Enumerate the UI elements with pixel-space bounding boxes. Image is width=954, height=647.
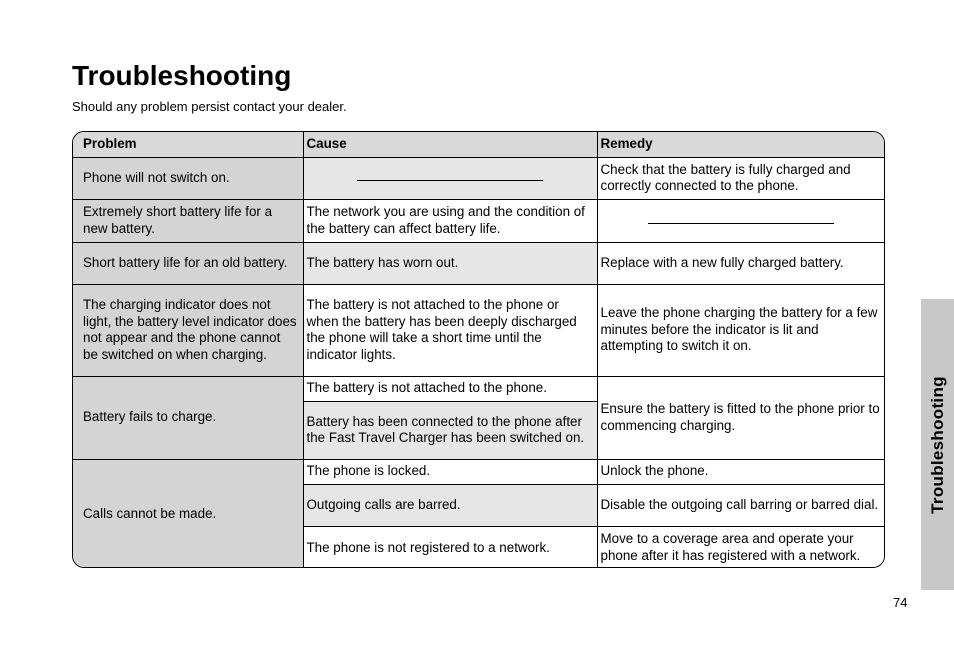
- side-tab-label: Troubleshooting: [927, 375, 947, 514]
- header-remedy: Remedy: [597, 132, 885, 157]
- table-row: [73, 459, 885, 484]
- cause-cell: The phone is locked.: [303, 459, 597, 484]
- dash-placeholder: [357, 180, 543, 181]
- remedy-cell-empty: [597, 199, 885, 242]
- cause-cell-empty: [303, 157, 597, 199]
- dash-placeholder: [648, 223, 834, 224]
- problem-cell: Extremely short battery life for a new battery.: [73, 199, 303, 242]
- remedy-cell: Check that the battery is fully charged and correctly connected to the phone.: [597, 157, 885, 199]
- remedy-cell: Unlock the phone.: [597, 459, 885, 484]
- header-problem: Problem: [73, 132, 303, 157]
- cause-cell: The phone is not registered to a network.: [303, 526, 597, 568]
- cause-cell: The network you are using and the condition of the battery can affect battery life.: [303, 199, 597, 242]
- problem-cell: Short battery life for an old battery.: [73, 242, 303, 284]
- table-row: [73, 376, 885, 401]
- problem-cell: Phone will not switch on.: [73, 157, 303, 199]
- table-row: [73, 284, 885, 376]
- table-header-row: [73, 132, 885, 157]
- cause-cell: The battery is not attached to the phone.: [303, 376, 597, 401]
- troubleshooting-table: [72, 131, 885, 568]
- remedy-cell: Disable the outgoing call barring or barred dial.: [597, 484, 885, 526]
- problem-cell: The charging indicator does not light, the battery level indicator does not appear and the phone cannot be switched on when charging.: [73, 284, 303, 376]
- table-row: [73, 199, 885, 242]
- cause-cell: Battery has been connected to the phone after the Fast Travel Charger has been switched on.: [303, 401, 597, 459]
- page-number: 74: [893, 595, 908, 610]
- cause-cell: Outgoing calls are barred.: [303, 484, 597, 526]
- remedy-cell: Move to a coverage area and operate your phone after it has registered with a network.: [597, 526, 885, 568]
- problem-cell: Calls cannot be made.: [73, 459, 303, 568]
- cause-cell: The battery is not attached to the phone or when the battery has been deeply discharged the phone will take a short time until the indicator lights.: [303, 284, 597, 376]
- page-subtitle: Should any problem persist contact your dealer.: [72, 99, 347, 114]
- section-side-tab: [921, 299, 954, 590]
- remedy-cell: Leave the phone charging the battery for a few minutes before the indicator is lit and attempting to switch it on.: [597, 284, 885, 376]
- remedy-cell: Replace with a new fully charged battery.: [597, 242, 885, 284]
- cause-cell: The battery has worn out.: [303, 242, 597, 284]
- table-row: [73, 242, 885, 284]
- remedy-cell: Ensure the battery is fitted to the phone prior to commencing charging.: [597, 376, 885, 459]
- page-title: Troubleshooting: [72, 60, 292, 91]
- header-cause: Cause: [303, 132, 597, 157]
- table-row: [73, 157, 885, 199]
- problem-cell: Battery fails to charge.: [73, 376, 303, 459]
